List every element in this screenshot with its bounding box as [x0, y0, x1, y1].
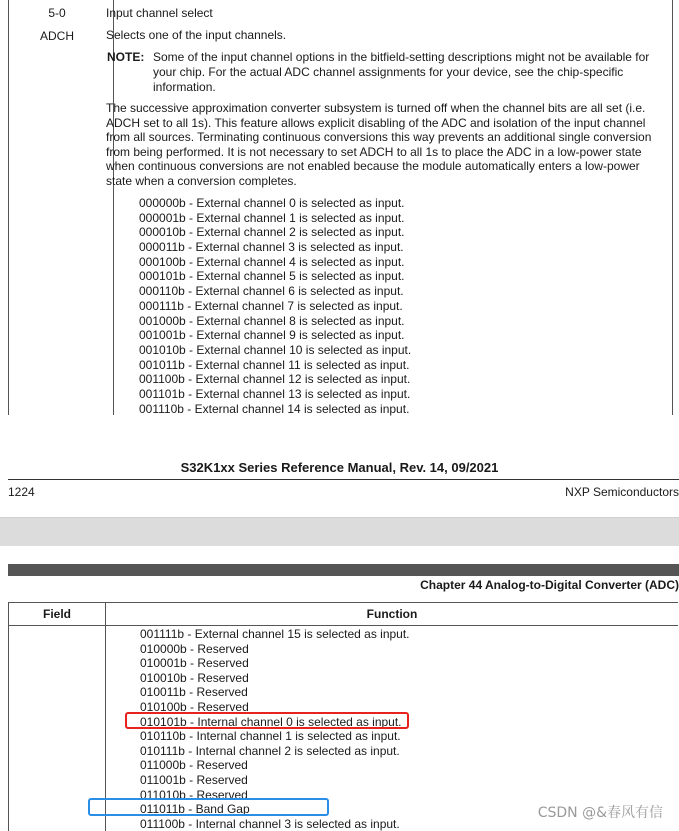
option-item: 001100b - External channel 12 is selected as input. — [139, 372, 411, 387]
document-page-bottom — [0, 546, 679, 830]
option-item: 001011b - External channel 11 is selected as input. — [139, 357, 410, 372]
option-item: 000000b - External channel 0 is selected as input. — [139, 196, 405, 210]
option-item: 010001b - Reserved — [140, 656, 249, 671]
header-divider — [9, 625, 678, 626]
table-column-divider — [105, 603, 106, 831]
option-item: 010010b - Reserved — [140, 670, 249, 685]
option-item: 011010b - Reserved — [140, 787, 248, 802]
option-item: 000100b - External channel 4 is selected as input. — [139, 254, 405, 269]
option-item: 001000b - External channel 8 is selected as input. — [139, 313, 405, 328]
option-item: 000110b - External channel 6 is selected as input. — [139, 284, 404, 299]
option-item: 000111b - External channel 7 is selected as input. — [139, 298, 403, 313]
option-item: 011000b - Reserved — [140, 758, 248, 773]
option-item: 000001b - External channel 1 is selected as input. — [139, 210, 405, 225]
chapter-title: Chapter 44 Analog-to-Digital Converter (ADC) — [420, 578, 679, 592]
option-item: 000101b - External channel 5 is selected as input. — [139, 269, 405, 284]
manual-footer-title: S32K1xx Series Reference Manual, Rev. 14, 09/2021 — [180, 460, 499, 475]
function-title: Input channel select — [106, 6, 213, 20]
footer-divider — [8, 479, 679, 480]
option-item: 010011b - Reserved — [140, 685, 248, 700]
option-item: 010000b - Reserved — [140, 641, 249, 656]
option-item: 001001b - External channel 9 is selected as input. — [139, 328, 405, 343]
option-item: 010100b - Reserved — [140, 699, 249, 714]
column-header-field: Field — [42, 607, 71, 621]
option-item: 000011b - External channel 3 is selected as input. — [139, 240, 404, 255]
column-header-function: Function — [366, 607, 418, 621]
company-name: NXP Semiconductors — [565, 485, 679, 499]
option-item: 011001b - Reserved — [140, 772, 248, 787]
option-item: 010101b - Internal channel 0 is selected as input. — [140, 714, 402, 729]
note-text: Some of the input channel options in the bitfield-setting descriptions might not be available for your chip. For the actual ADC channel assignments for your device, see the chip-specific information. — [153, 50, 650, 94]
description-paragraph: The successive approximation converter subsystem is turned off when the channel bits are all set (i.e. ADCH set to all 1s). This feature allows explicit disabling of the ADC and isolation of the input channel from all sources. Terminating continuous conversions this way prevents an additional single conversion from being performed. It is not necessary to set ADCH to all 1s to place the ADC in a low-power state when continuous conversions are not enabled because the module automatically enters a low-power state when a conversion completes. — [106, 101, 652, 188]
watermark: CSDN @&春风有信 — [537, 805, 663, 821]
chapter-header-bar — [8, 564, 679, 576]
function-description: Selects one of the input channels. — [106, 28, 287, 42]
note-label: NOTE: — [107, 50, 145, 64]
page-number: 1224 — [8, 485, 35, 499]
option-item: 011011b - Band Gap — [140, 802, 250, 817]
field-name: ADCH — [39, 29, 74, 43]
highlight-box-red — [125, 712, 409, 729]
option-item: 010111b - Internal channel 2 is selected as input. — [140, 743, 400, 758]
option-item: 001110b - External channel 14 is selected as input. — [139, 401, 410, 416]
field-bits: 5-0 — [48, 6, 66, 20]
option-item: 010110b - Internal channel 1 is selected as input. — [140, 729, 401, 744]
option-item: 001101b - External channel 13 is selected as input. — [139, 386, 411, 401]
option-item: 001111b - External channel 15 is selected as input. — [140, 627, 410, 641]
highlight-box-blue — [88, 798, 329, 816]
channel-option-list — [139, 196, 411, 416]
option-item: 001010b - External channel 10 is selected as input. — [139, 342, 412, 357]
option-item: 000010b - External channel 2 is selected as input. — [139, 225, 405, 240]
page-gap — [0, 517, 679, 547]
option-item: 011100b - Internal channel 3 is selected as input. — [140, 816, 400, 831]
